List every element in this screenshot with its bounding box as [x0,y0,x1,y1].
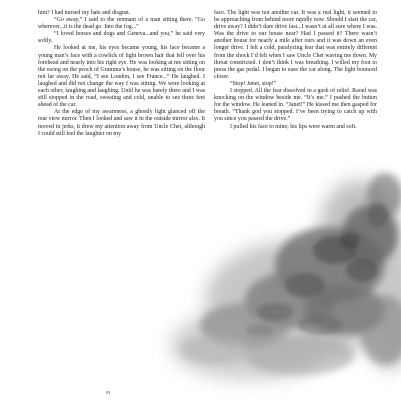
left-text-column [38,10,205,138]
right-text-column [214,10,377,131]
paragraph: I pulled his face to mine; his lips were warm and soft. [230,123,357,130]
paragraph: “Go away,” I said to the remnant of a man sitting there. “Go wherever...it is the dead go. Into the fog...” [38,17,205,31]
paragraph: At the edge of my awareness, a ghostly light glanced off the rear view mirror. Then I looked and saw it in the outside mirror also. It moved in jerks, it drew my attention away from Uncle Chet, although I could still feel the laughter on my [38,109,205,137]
paragraph: I stopped. All the fear dissolved in a gush of relief. Raoul was knocking on the window beside me. “It’s me.” I pushed the button for the window. He leaned in. “Janet!” He kissed me then gasped for breath. “Thank god you stopped. I’ve been trying to catch up with you since you passed the drive.” [214,88,377,123]
paragraph: He looked at me, his eyes became young, his face became a young man’s face with a cowlick of light brown hair that fell over his forehead and nearly into his right eye. He was looking at me sitting on the swing on the peoch of Gramma’s house, he was sitting on the floor not far away. He said, “I see London, I see France...” He laughed. I laughed and did not change the way I was sitting. We were looking at each other, laughing and laughing. Until he was barely there and I was still stopped in the road, sweating and cold, unable to see three feet ahead of the car. [38,45,205,109]
paragraph: him? I had nursed my hate and disgust. [38,10,131,16]
paragraph: face. The light was not another car. It was a real light, it seemed to be approaching from behind more rapidly now. Should I start the car, drive away? I didn’t dare drive fast...I wasn’t at all sure where I was. Was the drive to our house near? Had I passed it? There wasn’t another house for nearly a mile after ours and it was down an even longer drive. I felt a cold, paralyzing fear that was entirely different from the shock I’d felt when I saw Uncle Chet waving me down. My throat constricted. I don’t think I was breathing. I willed my foot to press the gas pedal. I began to ease the car along. The light bounced closer. [214,10,377,80]
paragraph: “Stop! Janet, stop!” [230,80,277,87]
page-number: 91 [106,390,111,395]
paragraph: “I loved horses and dogs and Geneva...and you,” he said very softly. [38,31,205,45]
